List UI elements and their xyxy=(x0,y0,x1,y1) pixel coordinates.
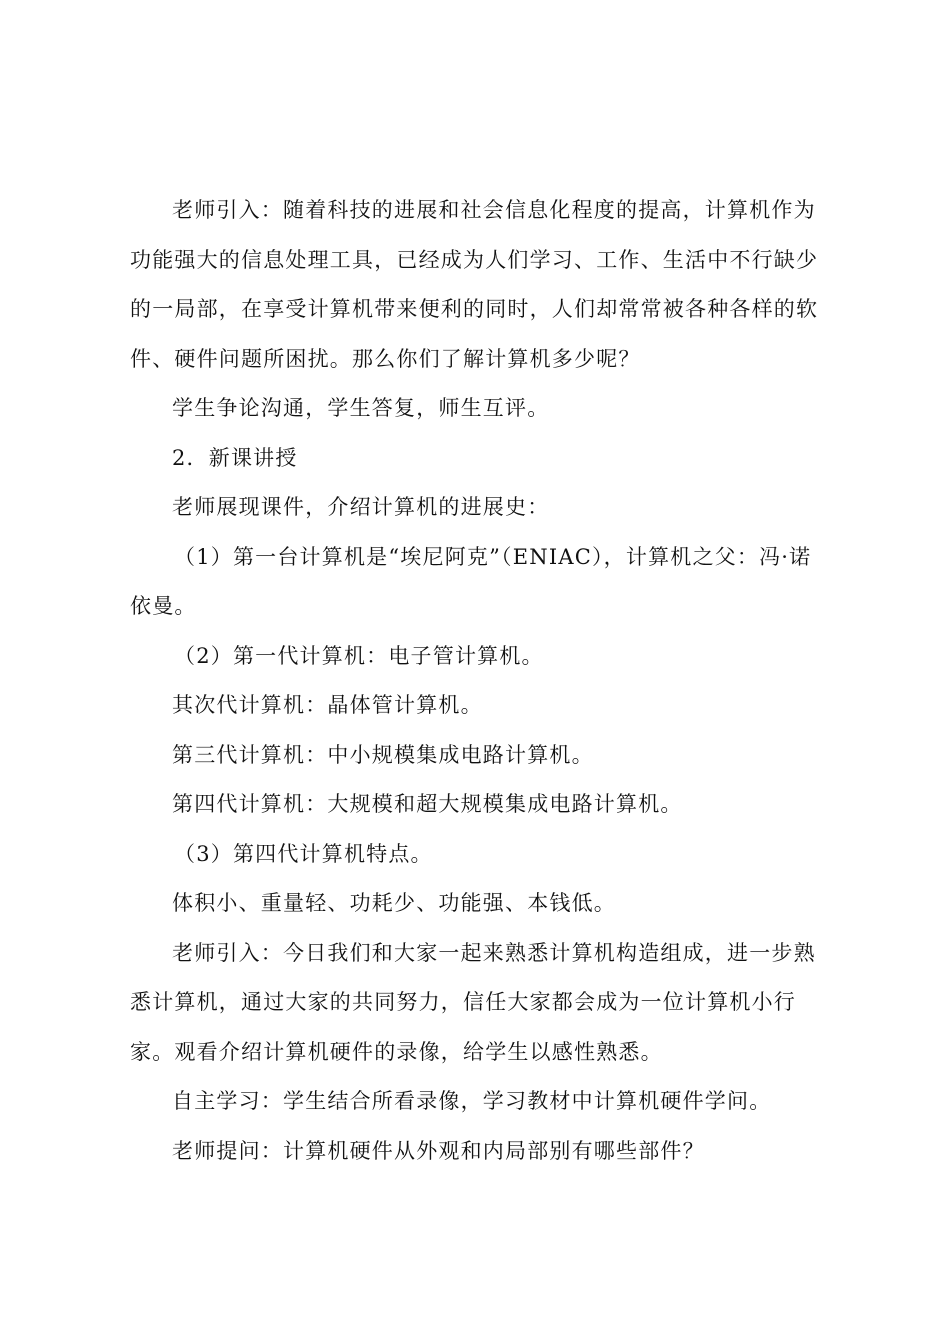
paragraph-teacher-intro-hardware: 老师引入：今日我们和大家一起来熟悉计算机构造组成，进一步熟悉计算机，通过大家的共同努力，信任大家都会成为一位计算机小行家。观看介绍计算机硬件的录像，给学生以感性熟悉。 xyxy=(130,940,816,1064)
paragraph-teacher-question: 老师提问：计算机硬件从外观和内局部别有哪些部件？ xyxy=(172,1138,705,1163)
list-item-second-generation: 其次代计算机：晶体管计算机。 xyxy=(172,693,483,717)
paragraph-self-study: 自主学习：学生结合所看录像，学习教材中计算机硬件学问。 xyxy=(172,1089,772,1113)
section-heading-new-lesson: 2．新课讲授 xyxy=(172,445,298,470)
lesson-body xyxy=(130,186,830,1176)
list-item-fourth-generation: 第四代计算机：大规模和超大规模集成电路计算机。 xyxy=(172,792,683,816)
list-item-first-generation: （2）第一代计算机：电子管计算机。 xyxy=(174,643,544,668)
list-item-third-generation: 第三代计算机：中小规模集成电路计算机。 xyxy=(172,742,594,767)
paragraph-teacher-intro: 老师引入：随着科技的进展和社会信息化程度的提高，计算机作为功能强大的信息处理工具，已经成为人们学习、工作、生活中不行缺少的一局部，在享受计算机带来便利的同时，人们却常常被各种各样的软件、硬件问题所困扰。那么你们了解计算机多少呢？ xyxy=(130,198,819,371)
paragraph-courseware-intro: 老师展现课件，介绍计算机的进展史： xyxy=(172,495,550,519)
paragraph-student-discussion: 学生争论沟通，学生答复，师生互评。 xyxy=(172,396,550,420)
list-item-first-computer: （1）第一台计算机是“埃尼阿克”（ENIAC），计算机之父：冯·诺依曼。 xyxy=(130,544,812,618)
paragraph-features-detail: 体积小、重量轻、功耗少、功能强、本钱低。 xyxy=(172,891,616,915)
list-item-fourth-gen-features: （3）第四代计算机特点。 xyxy=(174,841,433,866)
